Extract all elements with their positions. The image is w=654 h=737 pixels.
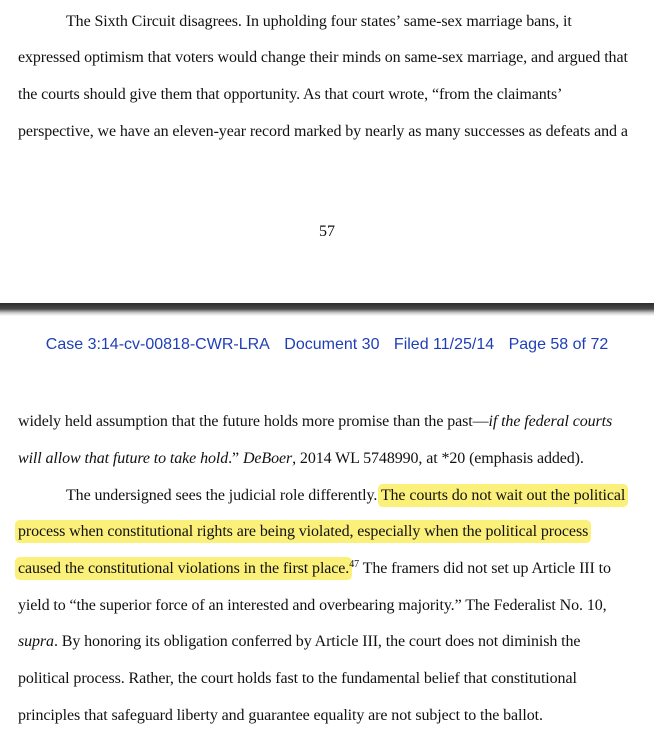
body-text-line (18, 559, 611, 579)
page-break-divider (0, 303, 654, 316)
italic-span: if the federal courts (488, 413, 613, 430)
body-text-line (18, 522, 588, 542)
text-span: , 2014 WL 5748990, at *20 (emphasis added). (292, 450, 584, 467)
filed-date: Filed 11/25/14 (393, 336, 495, 353)
body-text-line (66, 486, 625, 506)
body-text-line: the courts should give them that opportunity. As that court wrote, “from the claimants’ (18, 86, 563, 103)
text-span: .” (228, 450, 243, 467)
highlighted-text: The courts do not wait out the political (380, 487, 626, 504)
case-name: DeBoer (242, 450, 293, 467)
italic-span: supra (18, 633, 54, 650)
body-text-line: yield to “the superior force of an interested and overbearing majority.” The Federalist No. 10, (18, 597, 607, 614)
text-span: widely held assumption that the future holds more promise than the past— (18, 413, 489, 430)
body-text-line: expressed optimism that voters would change their minds on same-sex marriage, and argued that (18, 49, 628, 66)
page-number: 57 (319, 223, 335, 240)
body-text-line (18, 632, 580, 652)
body-text-line: The Sixth Circuit disagrees. In upholding four states’ same-sex marriage bans, it (66, 13, 572, 30)
body-text-line (18, 449, 584, 469)
highlighted-text: process when constitutional rights are being violated, especially when the political process (18, 523, 589, 540)
italic-span: will allow that future to take hold (18, 450, 229, 467)
footnote-marker[interactable]: 47 (349, 559, 360, 570)
page-count: Page 58 of 72 (508, 336, 609, 353)
body-text-line: political process. Rather, the court holds fast to the fundamental belief that constitutional (18, 670, 577, 687)
body-text-line (18, 412, 612, 432)
text-span: . By honoring its obligation conferred by Article III, the court does not diminish the (53, 633, 581, 650)
highlighted-text: caused the constitutional violations in the first place. (18, 560, 350, 577)
case-header (0, 335, 654, 355)
case-number: Case 3:14-cv-00818-CWR-LRA (45, 336, 270, 353)
text-span: The undersigned sees the judicial role differently. (66, 487, 381, 504)
body-text-line: principles that safeguard liberty and guarantee equality are not subject to the ballot. (18, 707, 543, 724)
document-number: Document 30 (284, 336, 380, 353)
body-text-line: perspective, we have an eleven-year record marked by nearly as many successes as defeats and a (18, 123, 628, 140)
text-span: The framers did not set up Article III to (359, 560, 611, 577)
